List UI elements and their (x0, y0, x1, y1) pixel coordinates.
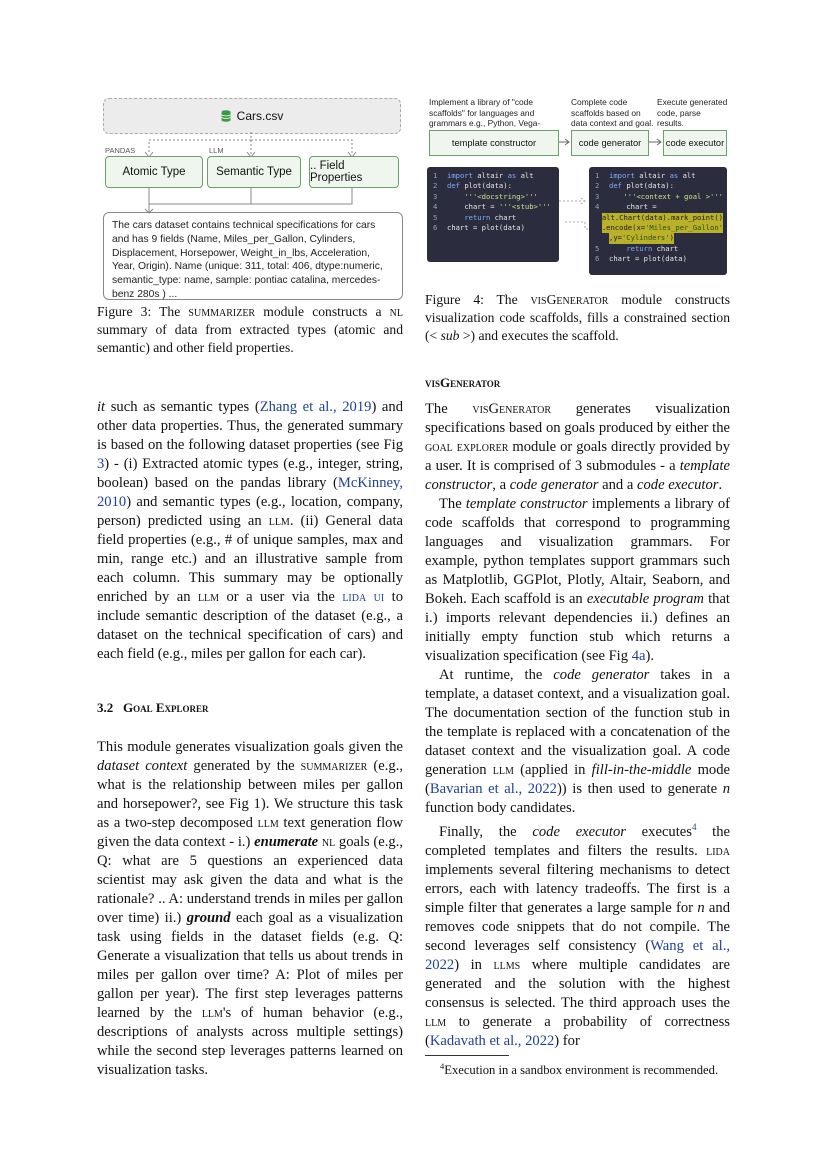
code-line (433, 171, 555, 181)
line-number: 2 (595, 181, 600, 191)
executor-description: Execute generated code, parse results. (657, 97, 728, 128)
code-line (595, 202, 723, 212)
line-number: 6 (595, 254, 600, 264)
code-line (595, 171, 723, 181)
citation-link[interactable]: Kadavath et al., 2022 (429, 1032, 555, 1049)
summary-text-box: The cars dataset contains technical specifications for cars and has 9 fields (Name, Miles_per_Gallon, Cylinders, Displacement, Horsepower, Weight_in_lbs, Acceleration, Year, Origin). Name (unique: 311, total: 406, dtype:numeric, semantic_type: name, sample: pontiac catalina, mercedes-benz 280s ) ... (103, 212, 403, 300)
left-column-paragraph-2: This module generates visualization goals given the dataset context generated by the summarizer (e.g., what is the relationship between miles per gallon and horsepower?, see Fig 1). We structure this task as a two-step decomposed llm text generation flow given the data context - i.) enumerate nl goals (e.g., Q: what are 5 questions an experienced data scientist may ask given the data and what is the rationale? .. A: understand trends in miles per gallon over time) ii.) ground each goal as a visualization task using fields in the dataset fields (e.g. Q: Generate a visualization that tells us about trends in miles per gallon over time? A: Plot of miles per gallon per year). The first step leverages patterns learned by the llm's of human behavior (e.g., descriptions of analysts across multiple settings) while the second step leverages patterns learned on visualization tasks. (97, 739, 404, 1078)
code-text: return chart (626, 243, 679, 253)
code-line (595, 213, 723, 223)
line-number: 1 (595, 171, 600, 180)
citation-link[interactable]: McKinney, 2010 (97, 475, 403, 510)
code-text: import altair as alt (447, 171, 534, 180)
lida-ui-link[interactable]: lida ui (342, 589, 385, 605)
code-line (433, 213, 555, 223)
section-heading: 3.2 Goal Explorer (97, 700, 209, 715)
line-number: 4 (595, 202, 600, 212)
line-number (595, 213, 602, 223)
code-line (595, 192, 723, 202)
code-text: chart = (626, 202, 657, 212)
template-constructor-box: template constructor (429, 130, 559, 156)
code-text: ,y='Cylinders') (609, 233, 674, 243)
code-text: '''<docstring>''' (464, 191, 538, 201)
code-line (433, 192, 555, 202)
figure-3-caption: Figure 3: The summarizer module constructs a nl summary of data from extracted types (atomic and semantic) and other field properties. (97, 304, 403, 355)
citation-link[interactable]: Zhang et al., 2019 (259, 399, 372, 415)
citation-link[interactable]: Bavarian et al., 2022 (429, 781, 557, 797)
field-properties-box: .. Field Properties (309, 156, 399, 188)
pandas-label: PANDAS (105, 146, 136, 155)
semantic-type-box: Semantic Type (207, 156, 301, 188)
footnote-rule (425, 1055, 509, 1056)
line-number: 4 (433, 202, 438, 212)
template-description: Implement a library of "code scaffolds" for languages and grammars e.g., Python, Vega- (429, 97, 541, 128)
line-number (595, 223, 602, 233)
line-number: 5 (433, 212, 438, 222)
code-text: import altair as alt (609, 171, 696, 180)
line-number (595, 233, 609, 243)
code-text: chart = plot(data) (447, 223, 525, 233)
visgenerator-heading: visGenerator (425, 375, 501, 390)
left-column-paragraph-1: it such as semantic types (Zhang et al., 2019) and other data properties. Thus, the generated summary is based on the following dataset properties (see Fig 3) - (i) Extracted atomic types (e.g., integer, string, boolean) based on the pandas library (McKinney, 2010) and semantic types (e.g., location, company, person) predicted using an llm. (ii) General data field properties (e.g., # of unique samples, max and min, range etc.) and an illustrative sample from each column. This summary may be optionally enriched by an llm or a user via the lida ui to include semantic description of the dataset (e.g., a dataset on the technical specification of cars) and each field (e.g., miles per gallon for each car). (97, 399, 403, 662)
code-line (595, 223, 723, 233)
figure-link[interactable]: 4a (631, 648, 646, 664)
code-generator-box: code generator (571, 130, 649, 156)
footnote: $^4$Execution in a sandbox environment is recommended. (440, 1061, 719, 1078)
code-text: alt.Chart(data).mark_point() (601, 212, 723, 222)
code-line (433, 223, 555, 233)
csv-source-box (103, 98, 401, 134)
code-scaffold-filled (589, 167, 727, 275)
line-number: 3 (595, 191, 600, 201)
llm-label: LLM (209, 146, 224, 155)
citation-link[interactable]: Wang et al., 2022 (425, 937, 730, 973)
csv-label: Cars.csv (236, 109, 284, 123)
code-line (595, 244, 723, 254)
figure-4 (425, 92, 730, 282)
code-executor-box: code executor (663, 130, 727, 156)
line-number: 1 (433, 171, 438, 180)
database-icon (221, 110, 231, 122)
code-text: def plot(data): (609, 181, 674, 191)
line-number: 6 (433, 223, 438, 233)
figure-4-caption: Figure 4: The visGenerator module constructs visualization code scaffolds, fills a constrained section (< sub >) and executes the scaffold. (425, 292, 730, 343)
code-text: return chart (464, 212, 517, 222)
code-text: '''<context + goal >''' (623, 191, 723, 201)
generator-description: Complete code scaffolds based on data context and goal. (571, 97, 654, 128)
code-line (433, 181, 555, 191)
code-line (433, 202, 555, 212)
right-column-text: The visGenerator generates visualization specifications based on goals produced by either the goal explorer module or goals directly provided by a user. It is comprised of 3 submodules - a template constructor, a code generator and a code executor. The template constructor implements a library of code scaffolds that correspond to programming languages and visualization grammars. For example, python templates support grammars such as Matplotlib, GGPlot, Plotly, Altair, Seaborn, and Bokeh. Each scaffold is an executable program that i.) imports relevant dependencies ii.) defines an initially empty function stub which returns a visualization specification (see Fig 4a). At runtime, the code generator takes in a template, a dataset context, and a visualization goal. The documentation section of the function stub in the template is replaced with a concatenation of the dataset context and the visualization goal. A code generation llm (applied in fill-in-the-middle mode (Bavarian et al., 2022)) is then used to generate n function body candidates. Finally, the code executor executes$^4$ the completed templates and filters the results. lida implements several filtering mechanisms to detect errors, each with latency tradeoffs. The first is a simple filter that generates a large sample for n and removes code snippets that do not compile. The second leverages self consistency (Wang et al., 2022) in llms where multiple candidates are generated and the solution with the highest consensus is selected. The third approach uses the llm to generate a probability of correctness (Kadavath et al., 2022) for (425, 401, 731, 1049)
figure-3 (97, 96, 403, 300)
code-scaffold-template (427, 167, 559, 262)
figure-link[interactable]: 3 (97, 456, 105, 472)
code-line (595, 233, 723, 243)
atomic-type-box: Atomic Type (105, 156, 203, 188)
code-text: chart = plot(data) (609, 254, 687, 264)
line-number: 2 (433, 181, 438, 191)
code-text: .encode(x='Miles_per_Gallon' (601, 223, 723, 233)
line-number: 5 (595, 243, 600, 253)
line-number: 3 (433, 191, 438, 201)
code-line (595, 254, 723, 264)
code-text: chart = '''<stub>''' (464, 202, 551, 212)
code-line (595, 181, 723, 191)
footnote-marker[interactable]: 4 (691, 822, 697, 832)
code-text: def plot(data): (447, 181, 512, 191)
